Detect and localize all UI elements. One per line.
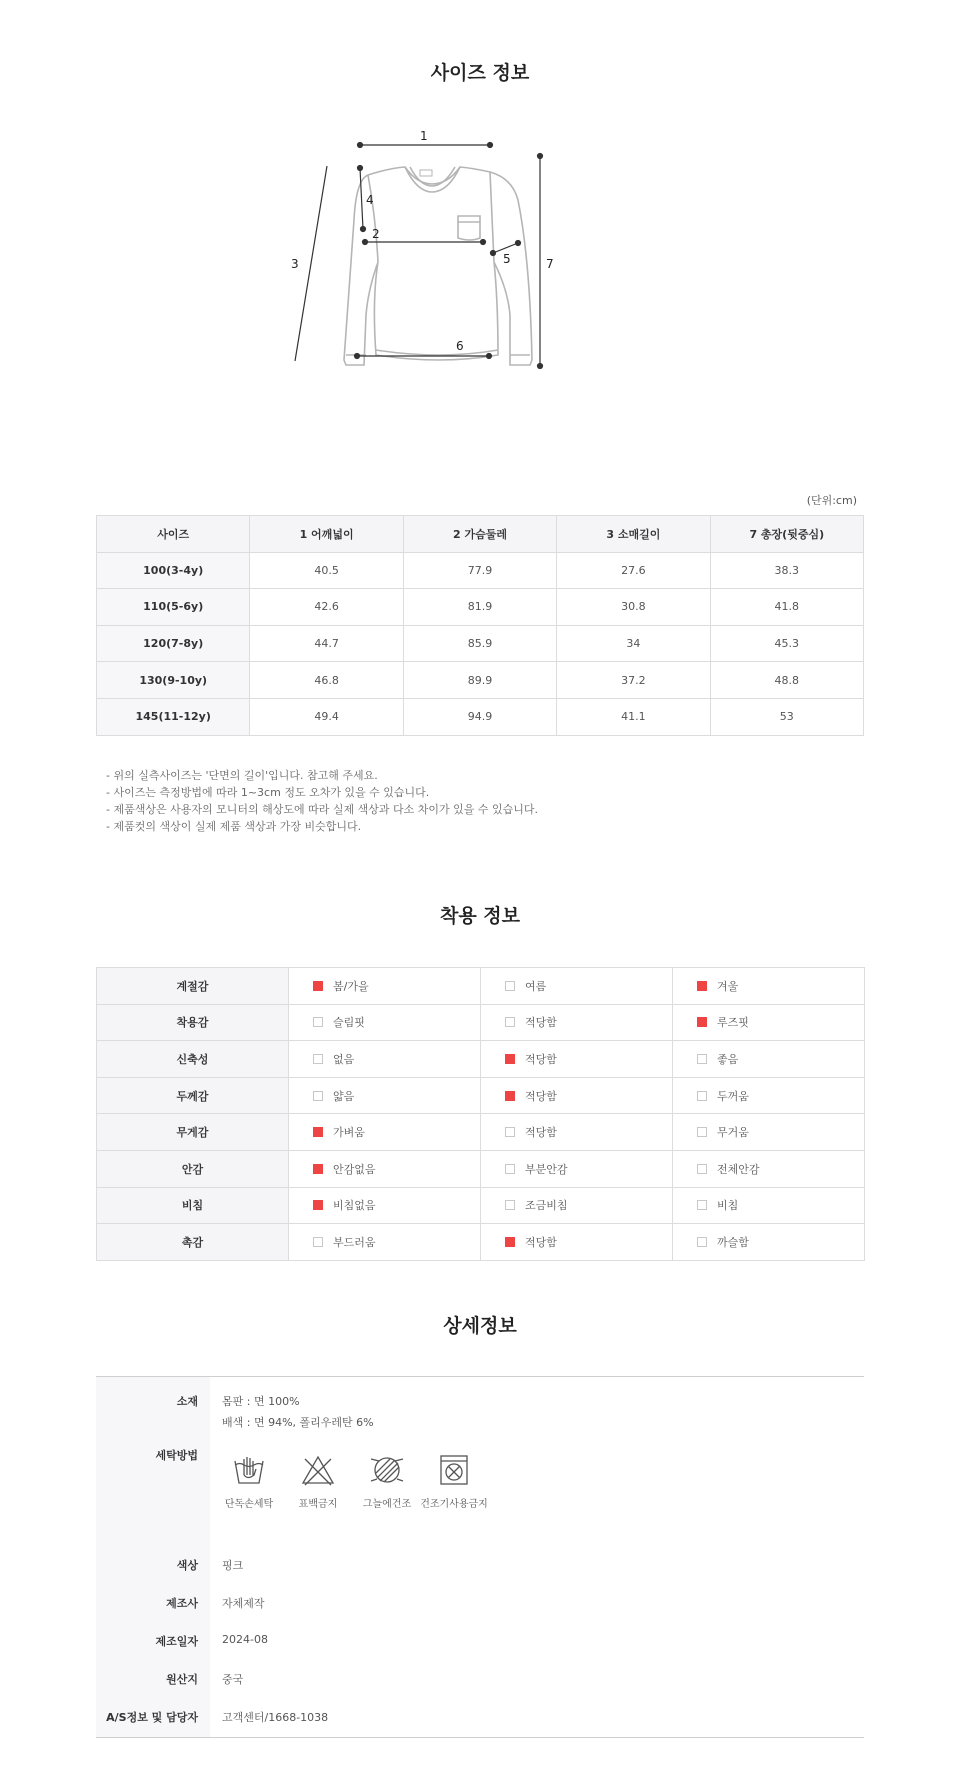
- value-cell: 37.2: [557, 662, 710, 699]
- checked-box-icon: [697, 1017, 707, 1027]
- unit-label: (단위:cm): [806, 494, 857, 507]
- fit-row-label: 안감: [97, 1150, 289, 1187]
- as-value: 고객센터/1668-1038: [222, 1711, 329, 1724]
- header-cell: 1 어깨넓이: [250, 516, 403, 553]
- fit-row: [97, 968, 865, 1005]
- fit-option-label: 안감없음: [333, 1162, 376, 1176]
- unchecked-box-icon: [697, 1237, 707, 1247]
- wash-text: 단독손세탁: [224, 1499, 274, 1510]
- wash-text: 건조기사용금지: [420, 1499, 488, 1510]
- fit-option-label: 봄/가을: [333, 979, 369, 993]
- wash-item: [214, 1453, 284, 1510]
- fit-option-label: 좋음: [717, 1052, 739, 1066]
- fit-option-label: 슬림핏: [333, 1016, 365, 1030]
- fit-option: [481, 968, 673, 1005]
- date-label: 제조일자: [155, 1635, 198, 1648]
- unchecked-box-icon: [697, 1200, 707, 1210]
- no-tumble-dry-icon: [437, 1453, 471, 1487]
- material-label: 소재: [176, 1395, 198, 1408]
- fit-option-label: 무거움: [717, 1126, 749, 1140]
- color-label: 색상: [176, 1559, 198, 1572]
- size-cell: 120(7-8y): [97, 625, 250, 662]
- fit-option: [289, 1114, 481, 1151]
- fit-option-label: 비침없음: [333, 1199, 376, 1213]
- value-cell: 89.9: [403, 662, 556, 699]
- fit-option: [481, 1150, 673, 1187]
- note-item: - 제품색상은 사용자의 모니터의 해상도에 따라 실제 색상과 다소 차이가 있을 수 있습니다.: [106, 803, 538, 816]
- fit-row: [97, 1224, 865, 1261]
- fit-option: [481, 1004, 673, 1041]
- checked-box-icon: [505, 1054, 515, 1064]
- fit-row: [97, 1114, 865, 1151]
- fit-option-label: 얇음: [333, 1089, 355, 1103]
- value-cell: 49.4: [250, 698, 403, 735]
- wash-label: 세탁방법: [155, 1449, 198, 1462]
- value-cell: 41.1: [557, 698, 710, 735]
- detail-section-title: 상세정보: [443, 1315, 517, 1337]
- maker-label: 제조사: [166, 1597, 198, 1610]
- origin-value: 중국: [222, 1673, 244, 1686]
- table-row: [97, 662, 864, 699]
- value-cell: 30.8: [557, 589, 710, 626]
- fit-option: [481, 1114, 673, 1151]
- table-row: [97, 589, 864, 626]
- fit-option: [673, 1077, 865, 1114]
- fit-row-label: 무게감: [97, 1114, 289, 1151]
- table-row: [97, 552, 864, 589]
- value-cell: 27.6: [557, 552, 710, 589]
- fit-info-table: [96, 967, 865, 1261]
- fit-option: [673, 1041, 865, 1078]
- header-cell: 3 소매길이: [557, 516, 710, 553]
- fit-option-label: 비침: [717, 1199, 739, 1213]
- label-5: 5: [503, 252, 511, 266]
- header-cell: 2 가슴둘레: [403, 516, 556, 553]
- fit-option: [673, 1004, 865, 1041]
- fit-option-label: 적당함: [525, 1126, 557, 1140]
- value-cell: 46.8: [250, 662, 403, 699]
- checked-box-icon: [313, 1164, 323, 1174]
- label-2: 2: [372, 227, 380, 241]
- unchecked-box-icon: [505, 1164, 515, 1174]
- value-cell: 40.5: [250, 552, 403, 589]
- checked-box-icon: [313, 1200, 323, 1210]
- fit-option: [673, 968, 865, 1005]
- size-section-title: 사이즈 정보: [430, 62, 530, 84]
- note-item: - 제품컷의 색상이 실제 제품 색상과 가장 비슷합니다.: [106, 820, 362, 833]
- fit-option-label: 겨울: [717, 979, 739, 993]
- fit-option: [289, 1041, 481, 1078]
- fit-option: [673, 1187, 865, 1224]
- size-cell: 145(11-12y): [97, 698, 250, 735]
- unchecked-box-icon: [697, 1054, 707, 1064]
- note-item: - 사이즈는 측정방법에 따라 1~3cm 정도 오차가 있을 수 있습니다.: [106, 786, 430, 799]
- color-value: 핑크: [222, 1559, 244, 1572]
- fit-row-label: 계절감: [97, 968, 289, 1005]
- fit-option-label: 적당함: [525, 1235, 557, 1249]
- unchecked-box-icon: [505, 1127, 515, 1137]
- shade-dry-icon: [369, 1453, 405, 1487]
- value-cell: 77.9: [403, 552, 556, 589]
- label-7: 7: [546, 257, 554, 271]
- detail-info-table: [96, 1376, 864, 1738]
- wash-text: 그늘에건조: [362, 1499, 412, 1510]
- unchecked-box-icon: [313, 1237, 323, 1247]
- fit-row: [97, 1187, 865, 1224]
- table-row: [97, 625, 864, 662]
- unchecked-box-icon: [313, 1054, 323, 1064]
- value-cell: 81.9: [403, 589, 556, 626]
- origin-label: 원산지: [166, 1673, 198, 1686]
- label-6: 6: [456, 339, 464, 353]
- header-cell: 7 총장(뒷중심): [710, 516, 863, 553]
- checked-box-icon: [313, 1127, 323, 1137]
- fit-row: [97, 1041, 865, 1078]
- unchecked-box-icon: [313, 1091, 323, 1101]
- wash-item: [419, 1453, 489, 1510]
- unchecked-box-icon: [313, 1017, 323, 1027]
- unchecked-box-icon: [697, 1164, 707, 1174]
- unchecked-box-icon: [505, 1017, 515, 1027]
- value-cell: 85.9: [403, 625, 556, 662]
- fit-row-label: 비침: [97, 1187, 289, 1224]
- size-notes: [106, 767, 538, 835]
- fit-option-label: 없음: [333, 1052, 355, 1066]
- fit-option: [673, 1150, 865, 1187]
- fit-option-label: 적당함: [525, 1016, 557, 1030]
- fit-option-label: 전체안감: [717, 1162, 760, 1176]
- no-bleach-icon: [301, 1453, 335, 1487]
- value-cell: 44.7: [250, 625, 403, 662]
- note-item: - 위의 실측사이즈는 '단면의 길이'입니다. 참고해 주세요.: [106, 769, 378, 782]
- size-cell: 130(9-10y): [97, 662, 250, 699]
- as-label: A/S정보 및 담당자: [106, 1711, 198, 1724]
- fit-option-label: 부드러움: [333, 1235, 376, 1249]
- fit-option-label: 조금비침: [525, 1199, 568, 1213]
- fit-option: [289, 1004, 481, 1041]
- value-cell: 34: [557, 625, 710, 662]
- fit-option-label: 적당함: [525, 1089, 557, 1103]
- fit-option: [289, 1187, 481, 1224]
- label-3: 3: [291, 257, 299, 271]
- material-line: 몸판 : 면 100%: [222, 1395, 300, 1408]
- fit-option-label: 까슬함: [717, 1235, 749, 1249]
- size-cell: 100(3-4y): [97, 552, 250, 589]
- value-cell: 94.9: [403, 698, 556, 735]
- size-table-header: [97, 516, 864, 553]
- fit-row-label: 신축성: [97, 1041, 289, 1078]
- value-cell: 48.8: [710, 662, 863, 699]
- fit-option: [289, 1150, 481, 1187]
- fit-row: [97, 1150, 865, 1187]
- fit-option-label: 부분안감: [525, 1162, 568, 1176]
- fit-option: [481, 1187, 673, 1224]
- size-cell: 110(5-6y): [97, 589, 250, 626]
- fit-option: [289, 1224, 481, 1261]
- unchecked-box-icon: [697, 1127, 707, 1137]
- material-line: 배색 : 면 94%, 폴리우레탄 6%: [222, 1416, 374, 1429]
- hand-wash-icon: [232, 1453, 266, 1487]
- unchecked-box-icon: [697, 1091, 707, 1101]
- fit-option: [289, 1077, 481, 1114]
- checked-box-icon: [697, 981, 707, 991]
- fit-option: [673, 1114, 865, 1151]
- garment-measurement-diagram: [291, 129, 640, 440]
- fit-row-label: 촉감: [97, 1224, 289, 1261]
- table-row: [97, 698, 864, 735]
- size-table: [96, 515, 864, 736]
- wash-item: [352, 1453, 422, 1510]
- checked-box-icon: [505, 1091, 515, 1101]
- value-cell: 53: [710, 698, 863, 735]
- fit-option-label: 가벼움: [333, 1126, 365, 1140]
- header-cell: 사이즈: [97, 516, 250, 553]
- fit-option: [481, 1224, 673, 1261]
- fit-option: [481, 1077, 673, 1114]
- value-cell: 38.3: [710, 552, 863, 589]
- fit-row: [97, 1077, 865, 1114]
- fit-row-label: 두께감: [97, 1077, 289, 1114]
- fit-row: [97, 1004, 865, 1041]
- fit-section-title: 착용 정보: [439, 905, 521, 927]
- measurement-labels: [291, 129, 554, 353]
- fit-option: [673, 1224, 865, 1261]
- maker-value: 자체제작: [222, 1597, 265, 1610]
- value-cell: 41.8: [710, 589, 863, 626]
- checked-box-icon: [313, 981, 323, 991]
- date-value: 2024-08: [222, 1633, 268, 1646]
- label-4: 4: [366, 193, 374, 207]
- fit-option-label: 루즈핏: [717, 1016, 749, 1030]
- fit-option-label: 여름: [525, 979, 547, 993]
- fit-option: [289, 968, 481, 1005]
- fit-row-label: 착용감: [97, 1004, 289, 1041]
- unchecked-box-icon: [505, 1200, 515, 1210]
- wash-text: 표백금지: [298, 1499, 338, 1510]
- fit-option-label: 두꺼움: [717, 1089, 749, 1103]
- fit-option-label: 적당함: [525, 1052, 557, 1066]
- label-1: 1: [420, 129, 428, 143]
- wash-item: [283, 1453, 353, 1510]
- value-cell: 42.6: [250, 589, 403, 626]
- unchecked-box-icon: [505, 981, 515, 991]
- value-cell: 45.3: [710, 625, 863, 662]
- checked-box-icon: [505, 1237, 515, 1247]
- fit-option: [481, 1041, 673, 1078]
